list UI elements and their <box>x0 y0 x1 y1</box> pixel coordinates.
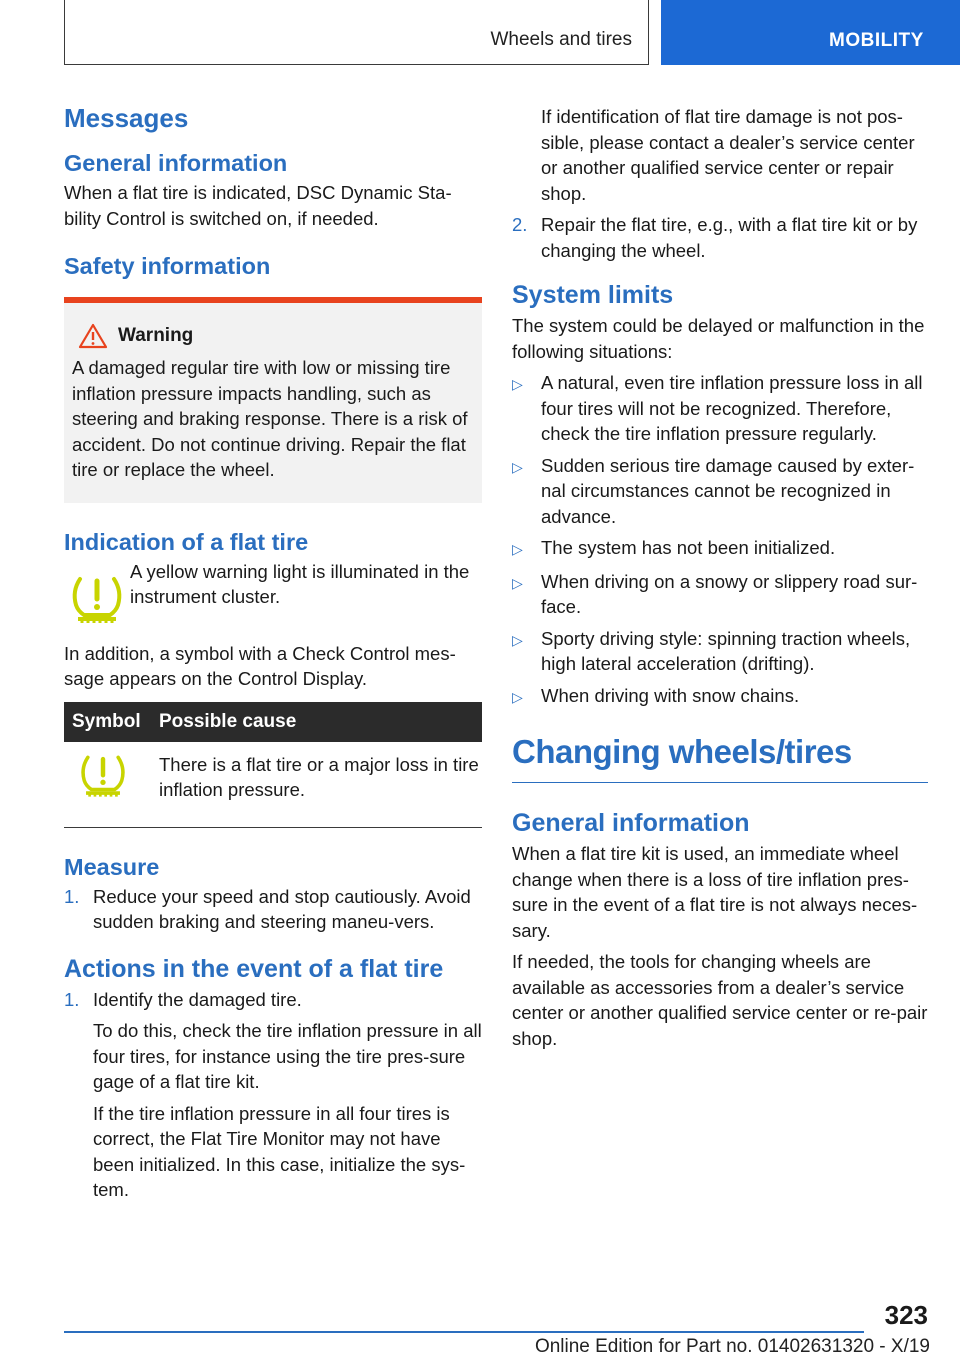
flat-tire-warning-icon <box>64 565 130 631</box>
general-info-paragraph-2: If needed, the tools for changing wheels are available as accessories from a dealer’s service center or another qualified service center or re-pair shop. <box>512 951 928 1049</box>
flat-tire-warning-icon <box>72 752 134 802</box>
step-subtext: To do this, check the tire inflation pressure in all four tires, for instance using the tire pres-sure gage of a flat tire kit. <box>93 1020 482 1092</box>
actions-list-continued <box>512 212 928 263</box>
list-item <box>64 987 482 1203</box>
table-header-cause: Possible cause <box>159 702 482 742</box>
header-chapter-title: MOBILITY <box>829 30 924 51</box>
warning-header <box>72 323 474 349</box>
step-number: 1. <box>64 885 80 907</box>
indication-heading: Indication of a flat tire <box>64 528 309 555</box>
list-item <box>64 884 482 935</box>
step-subtext: If the tire inflation pressure in all four tires is correct, the Flat Tire Monitor may not have been initialized. In this case, initialize the sys-tem. <box>93 1102 466 1200</box>
left-column <box>64 96 482 1209</box>
bullet-triangle-icon: ▷ <box>512 631 523 648</box>
list-item-text: When driving with snow chains. <box>541 684 800 706</box>
table-cell-cause: There is a flat tire or a major loss in tire inflation pressure. <box>159 742 482 828</box>
list-item <box>512 626 928 677</box>
list-item-text: The system has not been initialized. <box>541 537 836 558</box>
indication-text: A yellow warning light is illuminated in the instrument cluster. <box>130 560 470 607</box>
header-section-title: Wheels and tires <box>490 29 632 50</box>
list-item <box>512 535 928 563</box>
measure-heading: Measure <box>64 853 160 880</box>
list-item-text: Sporty driving style: spinning traction wheels, high lateral acceleration (drifting). <box>541 627 911 674</box>
symbol-table <box>64 702 482 828</box>
right-column <box>512 104 928 1051</box>
general-info-heading: General information <box>64 150 288 176</box>
page-number: 323 <box>884 1300 928 1330</box>
system-limits-heading: System limits <box>512 281 674 309</box>
actions-list <box>64 987 482 1203</box>
table-header-row <box>64 702 482 742</box>
measure-list <box>64 884 482 935</box>
warning-box <box>64 297 482 503</box>
messages-heading: Messages <box>64 103 189 133</box>
bullet-triangle-icon: ▷ <box>512 376 523 392</box>
list-item <box>512 683 928 711</box>
step-text: Repair the flat tire, e.g., with a flat tire kit or by changing the wheel. <box>541 214 918 261</box>
table-cell-symbol <box>64 742 159 828</box>
header-chapter-tab <box>661 0 960 65</box>
list-item <box>512 212 928 263</box>
warning-triangle-icon <box>78 323 108 349</box>
list-item-text: A natural, even tire inflation pressure loss in all four tires will not be recognized. Therefore, check the tire inflation pressure regularly. <box>541 372 923 444</box>
bullet-triangle-icon: ▷ <box>512 458 523 475</box>
chapter-heading: Changing wheels/tires <box>512 728 928 783</box>
general-info-text: When a flat tire is indicated, DSC Dynamic Sta-bility Control is switched on, if needed. <box>64 182 452 229</box>
system-limits-list <box>512 370 928 710</box>
list-item-text: Sudden serious tire damage caused by exter-nal circumstances cannot be recognized in advance. <box>541 454 915 527</box>
step-text: Identify the damaged tire. <box>93 988 302 1010</box>
warning-label: Warning <box>118 325 194 346</box>
bullet-triangle-icon: ▷ <box>512 688 523 705</box>
step-number: 1. <box>64 988 80 1010</box>
footer-divider <box>64 1331 864 1333</box>
general-info-heading-2: General information <box>512 809 750 837</box>
indication-row <box>64 559 482 631</box>
actions-heading: Actions in the event of a flat tire <box>64 954 444 983</box>
general-info-paragraph-1: When a flat tire kit is used, an immediate wheel change when there is a loss of tire inflation pres-sure in the event of a flat tire is not always neces-sary. <box>512 843 918 941</box>
list-item-text: When driving on a snowy or slippery road sur-face. <box>541 570 918 617</box>
step-text: Reduce your speed and stop cautiously. Avoid sudden braking and steering maneu-vers. <box>93 885 471 932</box>
table-row <box>64 742 482 828</box>
step-number: 2. <box>512 214 528 235</box>
bullet-triangle-icon: ▷ <box>512 541 523 557</box>
footer-edition: Online Edition for Part no. 01402631320 - X/19 <box>534 1336 930 1357</box>
addition-text: In addition, a symbol with a Check Control mes-sage appears on the Control Display. <box>64 642 456 689</box>
header-section-box <box>64 0 649 65</box>
continued-text: If identification of flat tire damage is not pos-sible, please contact a dealer’s service center or another qualified service center or repair shop. <box>541 106 915 204</box>
safety-info-heading: Safety information <box>64 253 271 279</box>
bullet-triangle-icon: ▷ <box>512 574 523 591</box>
list-item <box>512 453 928 530</box>
warning-text: A damaged regular tire with low or missing tire inflation pressure impacts handling, such as steering and braking response. There is a risk of accident. Do not continue driving. Repair the flat tire or replace the wheel. <box>72 357 468 480</box>
table-header-symbol: Symbol <box>64 702 159 742</box>
list-item <box>512 370 928 447</box>
system-limits-intro: The system could be delayed or malfunction in the following situations: <box>512 315 925 362</box>
list-item <box>512 569 928 620</box>
